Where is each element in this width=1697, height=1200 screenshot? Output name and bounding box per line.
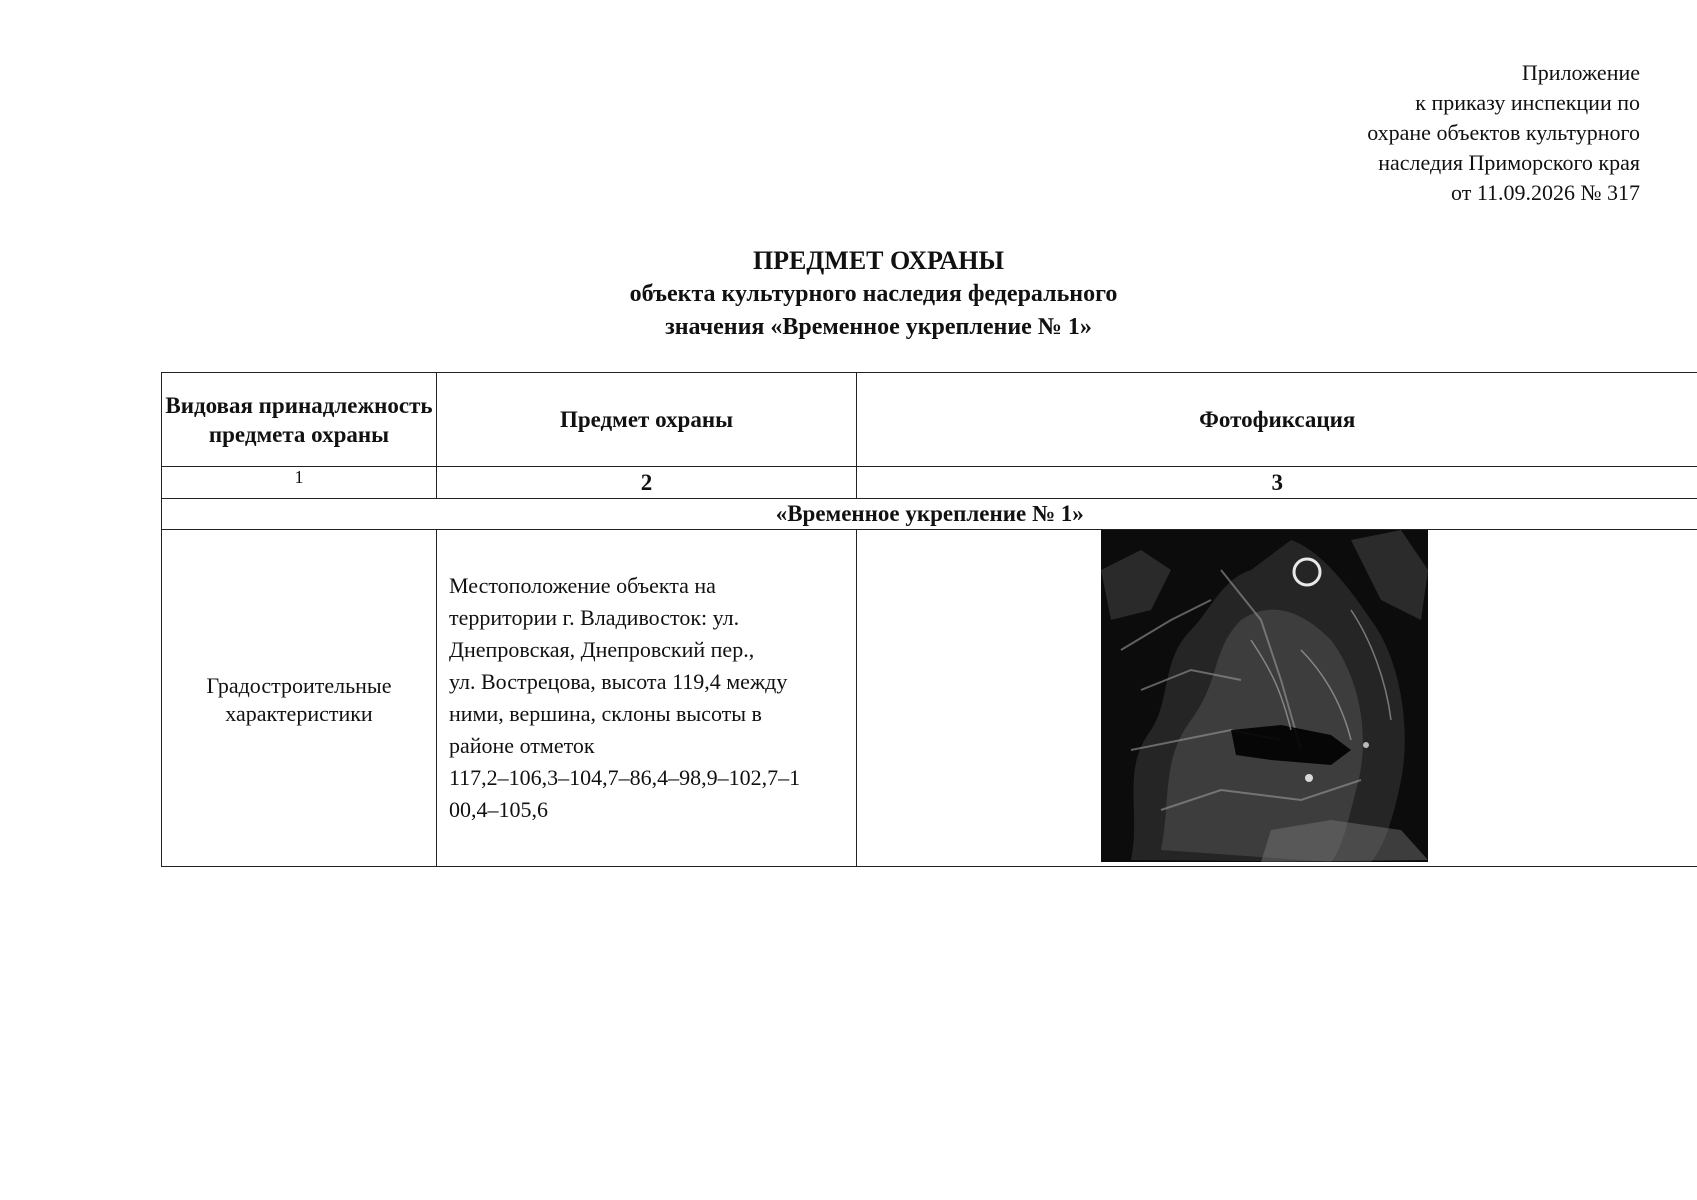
section-row [162, 499, 1697, 530]
column-number-3: 3 [857, 467, 1697, 499]
description-line: ними, вершина, склоны высоты в [449, 701, 762, 726]
document-title [0, 244, 1697, 344]
header-subject: Предмет охраны [437, 373, 857, 467]
appendix-line: охране объектов культурного [1367, 120, 1640, 145]
description-line: Днепровская, Днепровский пер., [449, 637, 755, 662]
aerial-photo-image [1101, 530, 1428, 862]
category-cell: Градостроительные характеристики [162, 530, 437, 867]
description-line: 117,2–106,3–104,7–86,4–98,9–102,7–1 [449, 765, 801, 790]
title-subtitle-line-1: объекта культурного наследия федерального [629, 281, 1118, 307]
description-line: 00,4–105,6 [449, 797, 548, 822]
header-row [162, 373, 1697, 467]
protection-subject-table [161, 372, 1697, 867]
aerial-photo [1101, 530, 1428, 862]
appendix-date-number: от 11.09.2026 № 317 [1451, 180, 1640, 205]
description-line: территории г. Владивосток: ул. [449, 605, 740, 630]
column-number-2: 2 [437, 467, 857, 499]
description-line: районе отметок [449, 733, 595, 758]
header-category: Видовая принадлежность предмета охраны [162, 373, 437, 467]
description-cell [437, 530, 857, 867]
table-row [162, 530, 1697, 867]
title-main: ПРЕДМЕТ ОХРАНЫ [752, 246, 1005, 275]
appendix-line: наследия Приморского края [1378, 150, 1640, 175]
photo-cell [857, 530, 1697, 867]
description-line: Местоположение объекта на [449, 573, 716, 598]
title-subtitle-line-2: значения «Временное укрепление № 1» [665, 314, 1092, 340]
header-photo: Фотофиксация [857, 373, 1697, 467]
section-title: «Временное укрепление № 1» [162, 499, 1697, 530]
appendix-line: Приложение [1521, 60, 1640, 85]
column-number-1: 1 [162, 467, 437, 499]
description-line: ул. Вострецова, высота 119,4 между [449, 669, 788, 694]
appendix-block [1367, 58, 1640, 208]
column-number-row [162, 467, 1697, 499]
appendix-line: к приказу инспекции по [1415, 90, 1640, 115]
